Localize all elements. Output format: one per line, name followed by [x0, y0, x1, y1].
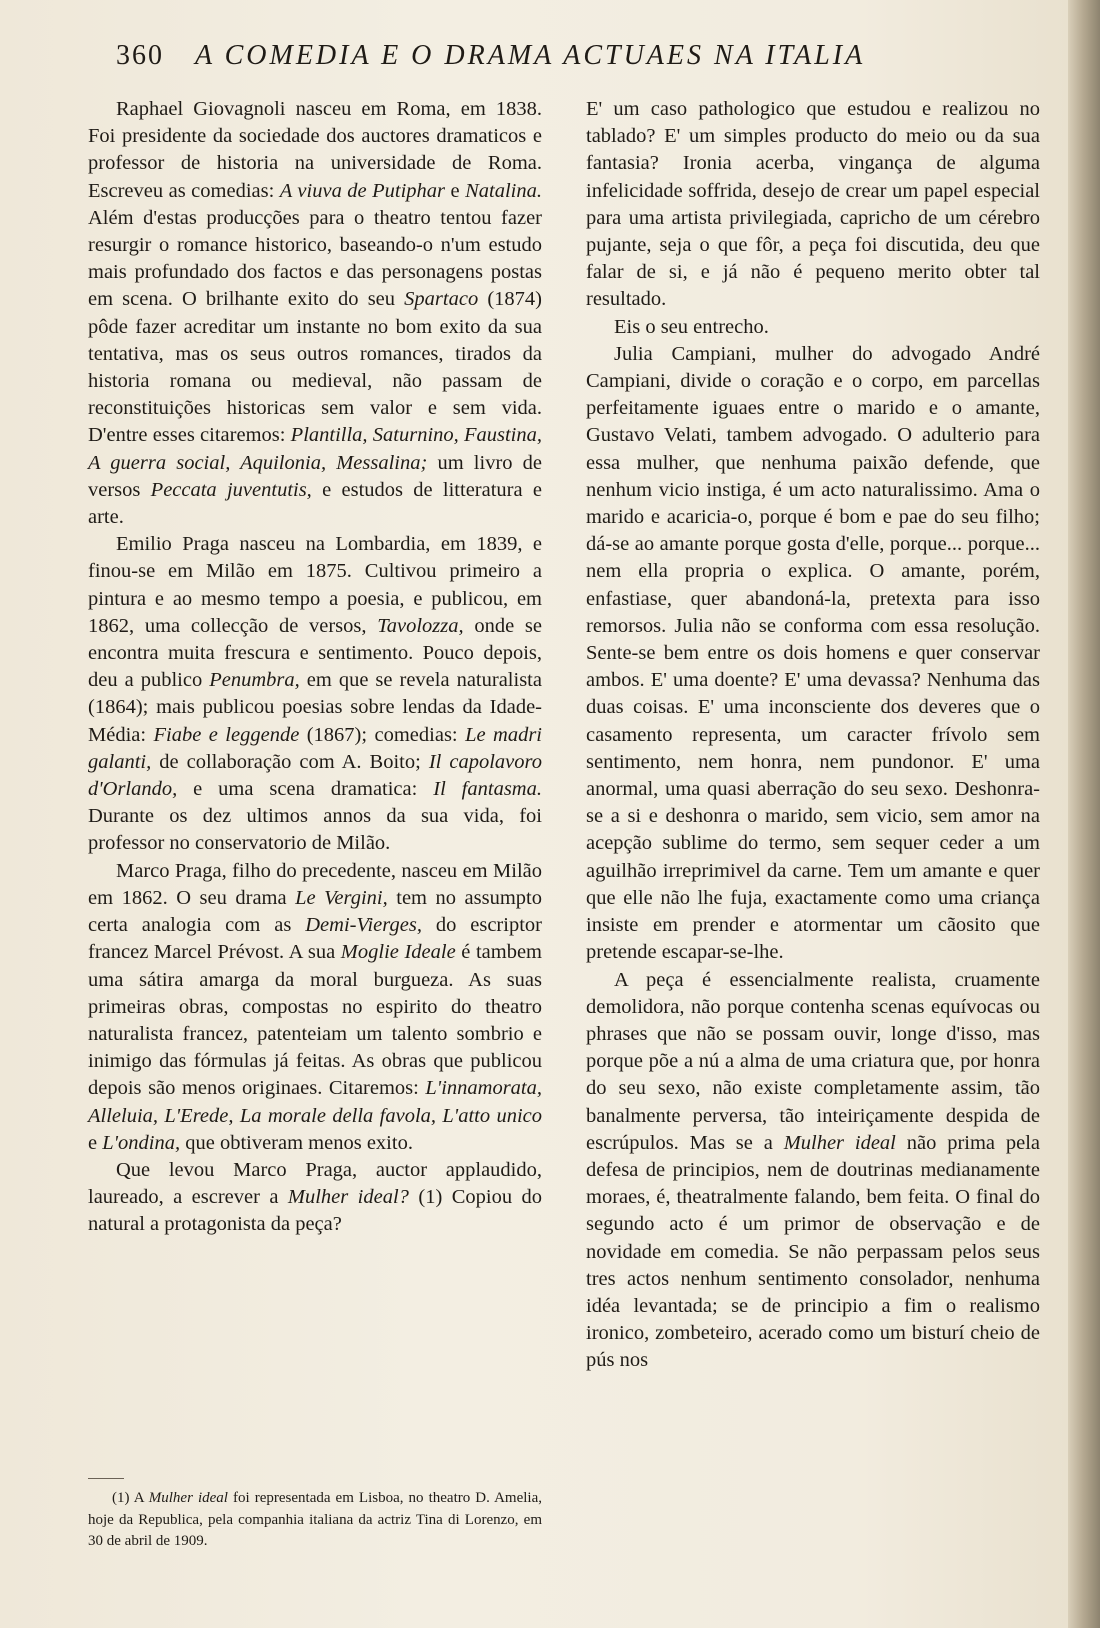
footnote-divider	[88, 1478, 124, 1479]
right-column	[586, 96, 1040, 1375]
paragraph-analysis: A peça é essencialmente realista, cruamente demolidora, não porque contenha scenas equívocas ou phrases que não se possam ouvir, longe d'isso, mas porque põe a nú a alma de uma criatura que, por honra do seu sexo, não existe completamente assim, tão banalmente perversa, tão inteiriçamente despida de escrúpulos. Mas se a Mulher ideal não prima pela defesa de principios, nem de doutrinas medianamente moraes, é, theatralmente falando, bem feita. O final do segundo acto é um primor de observação e de novidade em comedia. Se não perpassam pelos seus tres actos nenhum sentimento consolador, nenhuma idéa levantada; se de principio a fim o realismo ironico, zombeteiro, acerado como um bisturí cheio de pús nos	[586, 968, 1041, 1372]
paragraph-emilio-praga: Emilio Praga nasceu na Lombardia, em 1839, e finou-se em Milão em 1875. Cultivou primeiro a pintura e ao mesmo tempo a poesia, e publicou, em 1862, uma collecção de versos, Tavolozza, onde se encontra muita frescura e sentimento. Pouco depois, deu a publico Penumbra, em que se revela naturalista (1864); mais publicou poesias sobre lendas da Idade-Média: Fiabe e leggende (1867); comedias: Le madri galanti, de collaboração com A. Boito; Il capolavoro d'Orlando, e uma scena dramatica: Il fantasma. Durante os dez ultimos annos da sua vida, foi professor no conservatorio de Milão.	[88, 533, 542, 855]
paragraph-continued: E' um caso pathologico que estudou e realizou no tablado? E' um simples producto do meio ou da sua fantasia? Ironia acerba, vingança de alguma infelicidade soffrida, desejo de crear um papel especial para uma artista privilegiada, capricho de um cérebro pujante, seja o que fôr, a peça foi discutida, deu que falar de si, e já não é pequeno merito obter tal resultado.	[586, 98, 1040, 311]
paragraph-giovagnoli: Raphael Giovagnoli nasceu em Roma, em 1838. Foi presidente da sociedade dos auctores dramaticos e professor de historia na universidade de Roma. Escreveu as comedias: A viuva de Putiphar e Natalina. Além d'estas producções para o theatro tentou fazer resurgir o romance historico, baseando-o n'um estudo mais profundado dos factos e das personagens postas em scena. O brilhante exito do seu Spartaco (1874) pôde fazer acreditar um instante no bom exito da sua tentativa, mas os seus outros romances, tirados da historia romana ou medieval, não passam de reconstituições historicas sem valor e sem vida. D'entre esses citaremos: Plantilla, Saturnino, Faustina, A guerra social, Aquilonia, Messalina; um livro de versos Peccata juventutis, e estudos de litteratura e arte.	[88, 98, 543, 529]
paragraph-question: Que levou Marco Praga, auctor applaudido, laureado, a escrever a Mulher ideal? (1) Copiou do natural a protagonista da peça?	[88, 1158, 543, 1236]
running-header	[116, 40, 936, 72]
paragraph-marco-praga: Marco Praga, filho do precedente, nasceu em Milão em 1862. O seu drama Le Vergini, tem no assumpto certa analogia com as Demi-Vierges, do escriptor francez Marcel Prévost. A sua Moglie Ideale é tambem uma sátira amarga da moral burgueza. As suas primeiras obras, compostas no espirito do theatro naturalista francez, patenteiam um talento sombrio e inimigo das fórmulas já feitas. As obras que publicou depois são menos originaes. Citaremos: L'innamorata, Alleluia, L'Erede, La morale della favola, L'atto unico e L'ondina, que obtiveram menos exito.	[88, 859, 543, 1154]
page-number: 360	[116, 40, 164, 71]
left-column	[88, 96, 542, 1239]
running-title: A COMEDIA E O DRAMA ACTUAES NA ITALIA	[195, 40, 866, 71]
footnote: (1) A Mulher ideal foi representada em Lisboa, no theatro D. Amelia, hoje da Republica, pela companhia italiana da actriz Tina di Lorenzo, em 30 de abril de 1909.	[88, 1490, 542, 1549]
paragraph-plot: Julia Campiani, mulher do advogado André Campiani, divide o coração e o corpo, em parcellas perfeitamente iguaes entre o marido e o amante, Gustavo Velati, tambem advogado. O adulterio para essa mulher, que nenhuma paixão defende, que nenhum vicio instiga, é um acto naturalissimo. Ama o marido e acaricia-o, porque é bom e pae do seu filho; dá-se ao amante porque gosta d'elle, porque... porque... nem ella propria o explica. O amante, porém, enfastiase, quer abandoná-la, pretexta para isso remorsos. Julia não se conforma com essa resolução. Sente-se bem entre os dois homens e quer conservar ambos. E' uma doente? E' uma devassa? Nenhuma das duas coisas. E' uma inconsciente dos deveres que o casamento representa, um caracter frívolo sem sentimento, nem honra, nem pundonor. E' uma anormal, uma quasi aberração do seu sexo. Deshonra-se a si e deshonra o marido, sem vicio, sem amor na acepção sublime do termo, sem sequer ceder a um aguilhão irreprimivel da carne. Tem um amante e quer que elle não lhe fuja, exactamente como uma criança insiste em prender e atormentar um cãosito que pretende escapar-se-lhe.	[586, 342, 1040, 964]
paragraph-entrecho: Eis o seu entrecho.	[614, 315, 769, 338]
page-edge	[1068, 0, 1100, 1628]
